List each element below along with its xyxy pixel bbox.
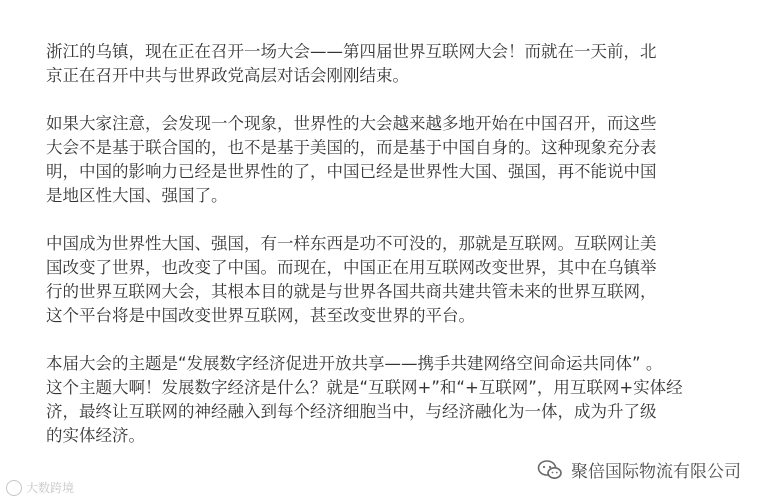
watermark-left [6, 479, 74, 496]
text-line: 中国成为世界性大国、强国，有一样东西是功不可没的，那就是互联网。互联网让美 [46, 234, 657, 253]
wechat-icon [537, 459, 563, 481]
text-line: 如果大家注意，会发现一个现象，世界性的大会越来越多地开始在中国召开，而这些 [46, 114, 657, 133]
paragraph-1 [46, 40, 746, 88]
paragraph-2 [46, 112, 746, 208]
watermark-right-text: 聚倍国际物流有限公司 [571, 462, 741, 482]
text-line: 这个主题大啊！发展数字经济是什么？就是“互联网+”和“+互联网”，用互联网+实体经 [46, 378, 683, 397]
article-body [46, 40, 746, 472]
watermark-right [537, 457, 741, 482]
text-line: 这个平台将是中国改变世界互联网，甚至改变世界的平台。 [46, 306, 475, 325]
text-line: 大会不是基于联合国的，也不是基于美国的，而是基于中国自身的。这种现象充分表 [46, 138, 657, 157]
text-line: 国改变了世界，也改变了中国。而现在，中国正在用互联网改变世界，其中在乌镇举 [46, 258, 657, 277]
text-line: 行的世界互联网大会，其根本目的就是与世界各国共商共建共管未来的世界互联网， [46, 282, 657, 301]
paragraph-4 [46, 352, 746, 448]
circle-logo-icon [6, 480, 22, 496]
paragraph-3 [46, 232, 746, 328]
text-line: 的实体经济。 [46, 426, 145, 445]
text-line: 京正在召开中共与世界政党高层对话会刚刚结束。 [46, 66, 409, 85]
text-line: 是地区性大国、强国了。 [46, 186, 228, 205]
text-line: 本届大会的主题是“发展数字经济促进开放共享——携手共建网络空间命运共同体” 。 [46, 354, 663, 373]
text-line: 济，最终让互联网的神经融入到每个经济细胞当中，与经济融化为一体，成为升了级 [46, 402, 657, 421]
watermark-left-text: 大数跨境 [26, 481, 75, 495]
text-line: 浙江的乌镇，现在正在召开一场大会——第四届世界互联网大会！而就在一天前，北 [46, 42, 657, 61]
text-line: 明，中国的影响力已经是世界性的了，中国已经是世界性大国、强国，再不能说中国 [46, 162, 657, 181]
